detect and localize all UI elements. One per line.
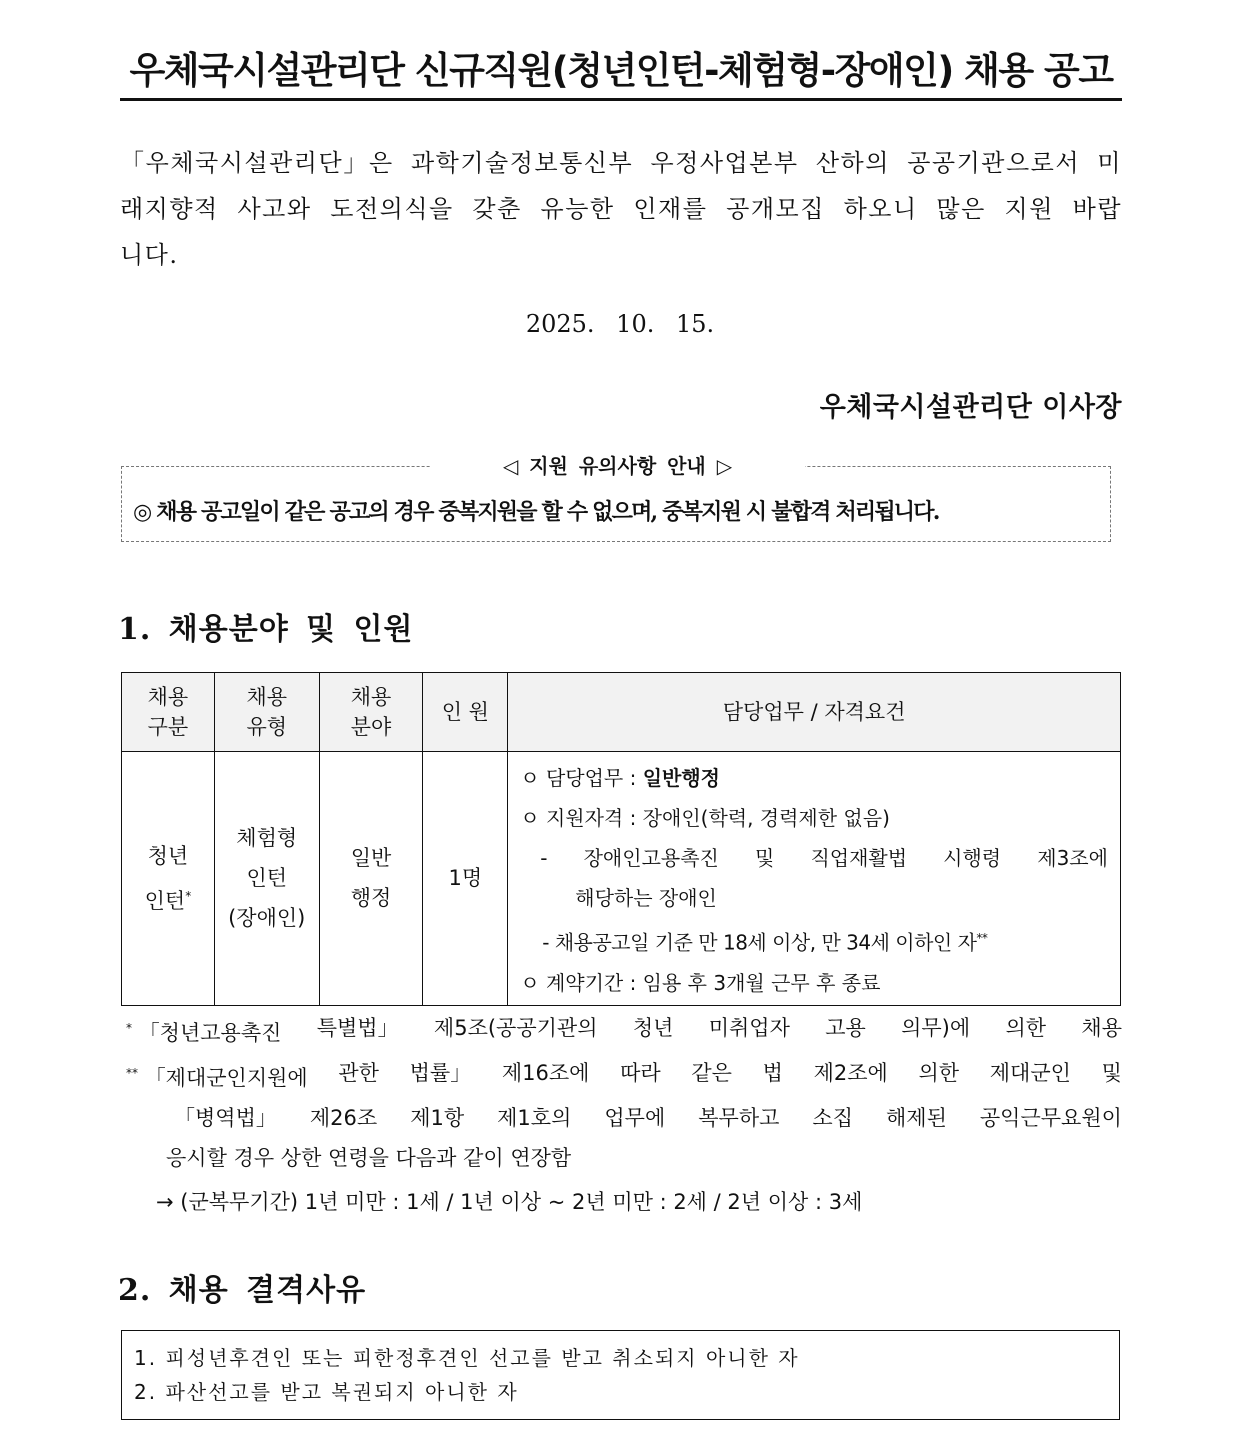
footnote-word: 채용 [1081,1016,1122,1040]
disqualification-box [121,1330,1120,1420]
footnote-2 [126,1053,1122,1098]
footnote-word: 같은 [691,1061,732,1085]
footnote-word: 「병역법」 [174,1106,277,1130]
sub1-word: 직업재활법 [810,846,908,870]
footnote-word: 제5조(공공기관의 [433,1016,598,1040]
footnote-word: 제1항 [410,1106,465,1130]
service-period-extension: → (군복무기간) 1년 미만 : 1세 / 1년 이상 ~ 2년 미만 : 2세 / 2년 이상 : 3세 [156,1190,863,1214]
notice-date: 2025. 10. 15. [525,310,715,338]
cell-field [319,752,423,1006]
duty-item-1-label: ㅇ 담당업무 : [520,766,643,790]
footnote-word: 관한 [338,1061,379,1085]
footnote-word: 의무)에 [901,1016,971,1040]
category-line1: 청년 [147,843,189,868]
footnote-word: 제16조에 [501,1061,590,1085]
footnote-word: 법 [762,1061,783,1085]
footnote-word: 의한 [1005,1016,1047,1040]
section2-heading: 2. 채용 결격사유 [118,1273,367,1308]
page-title: 우체국시설관리단 신규직원(청년인턴-체험형-장애인) 채용 공고 [120,44,1122,101]
footnote-word: 소집 [812,1106,853,1130]
footnote-word: 제1호의 [497,1106,572,1130]
header-category-line1: 채용 [147,685,189,709]
footnote-word: 「제대군인지원에 [144,1066,308,1090]
type-line2: 인턴 [246,866,288,891]
footnote-2-lead [126,1053,308,1098]
field-line1: 일반 [350,846,392,871]
sub1-word: - [540,846,548,870]
footnote-1-lead [126,1008,281,1053]
footnote-word: 특별법」 [316,1016,399,1040]
header-duties: 담당업무 / 자격요건 [508,673,1121,752]
footnote-word: 제26조 [309,1106,378,1130]
type-line3: (장애인) [228,906,306,931]
intro-paragraph: 「우체국시설관리단」은 과학기술정보통신부 우정사업본부 산하의 공공기관으로서 미래지향적 사고와 도전의식을 갖춘 유능한 인재를 공개모집 하오니 많은 지원 바랍니다. [120,149,1122,269]
application-notice-body: ◎ 채용 공고일이 같은 공고의 경우 중복지원을 할 수 없으며, 중복지원 시 불합격 처리됩니다. [133,499,939,525]
sub1-word: 장애인고용촉진 [583,846,719,870]
header-type-line1: 채용 [246,685,288,709]
sub1-word: 제3조에 [1037,846,1108,870]
notice-signer: 우체국시설관리단 이사장 [819,392,1122,423]
footnote-word: 업무에 [604,1106,666,1130]
header-category [122,673,215,752]
table-header-row [122,673,1121,752]
duty-item-1-value: 일반행정 [642,766,720,790]
cell-count: 1명 [423,752,508,1006]
duty-item-2-sub-1-cont: 해당하는 장애인 [575,886,717,910]
header-category-line2: 구분 [147,715,189,739]
footnote-2-mark: ** [126,1066,138,1080]
footnotes [126,1008,1122,1222]
header-type-line2: 유형 [246,715,288,739]
recruitment-table [121,672,1121,1006]
category-footnote-mark: * [185,888,192,903]
duty-item-2-sub-2 [520,918,1108,963]
footnote-word: 제대군인 [989,1061,1071,1085]
footnote-word: 청년 [632,1016,674,1040]
application-notice-title: ◁ 지원 유의사항 안내 ▷ [430,449,805,483]
footnote-word: 제2조에 [813,1061,888,1085]
duty-item-2: ㅇ 지원자격 : 장애인(학력, 경력제한 없음) [520,806,890,830]
sub1-word: 및 [754,846,775,870]
header-type [214,673,319,752]
header-count: 인 원 [423,673,508,752]
footnote-word: 및 [1101,1061,1122,1085]
footnote-word: 「청년고용촉진 [138,1021,282,1045]
duty-item-2-sub-2-mark: ** [976,931,988,945]
duty-item-3: ㅇ 계약기간 : 임용 후 3개월 근무 후 종료 [520,970,881,995]
table-row [122,752,1121,1006]
cell-type [214,752,319,1006]
footnote-word: 법률」 [409,1061,472,1085]
footnote-1-mark: * [126,1021,132,1035]
footnote-2-line-2 [126,1098,1122,1138]
footnote-word: 공익근무요원이 [979,1106,1122,1130]
footnote-word: 의한 [918,1061,960,1085]
cell-category [122,752,215,1006]
duty-item-2-sub-2-text: - 채용공고일 기준 만 18세 이상, 만 34세 이하인 자 [542,930,977,955]
header-field-line1: 채용 [350,685,392,709]
duty-item-1 [520,758,1108,798]
footnote-word: 따라 [620,1061,661,1085]
field-line2: 행정 [350,886,392,911]
footnote-2-line-3: 응시할 경우 상한 연령을 다음과 같이 연장함 [166,1146,572,1170]
footnote-word: 복무하고 [698,1106,780,1130]
footnote-1 [126,1008,1122,1053]
disqualification-item: 2. 파산선고를 받고 복권되지 아니한 자 [134,1380,519,1404]
footnote-word: 고용 [825,1016,866,1040]
footnote-word: 해제된 [886,1106,947,1130]
category-line2: 인턴 [144,888,186,913]
cell-duties [508,752,1121,1006]
duty-item-2-sub-1 [520,838,1108,878]
type-line1: 체험형 [236,826,298,851]
sub1-word: 시행령 [943,846,1002,870]
header-field [319,673,423,752]
disqualification-item: 1. 피성년후견인 또는 피한정후견인 선고를 받고 취소되지 아니한 자 [134,1346,800,1370]
footnote-word: 미취업자 [708,1016,790,1040]
section1-heading: 1. 채용분야 및 인원 [118,612,414,647]
header-field-line2: 분야 [350,715,392,739]
